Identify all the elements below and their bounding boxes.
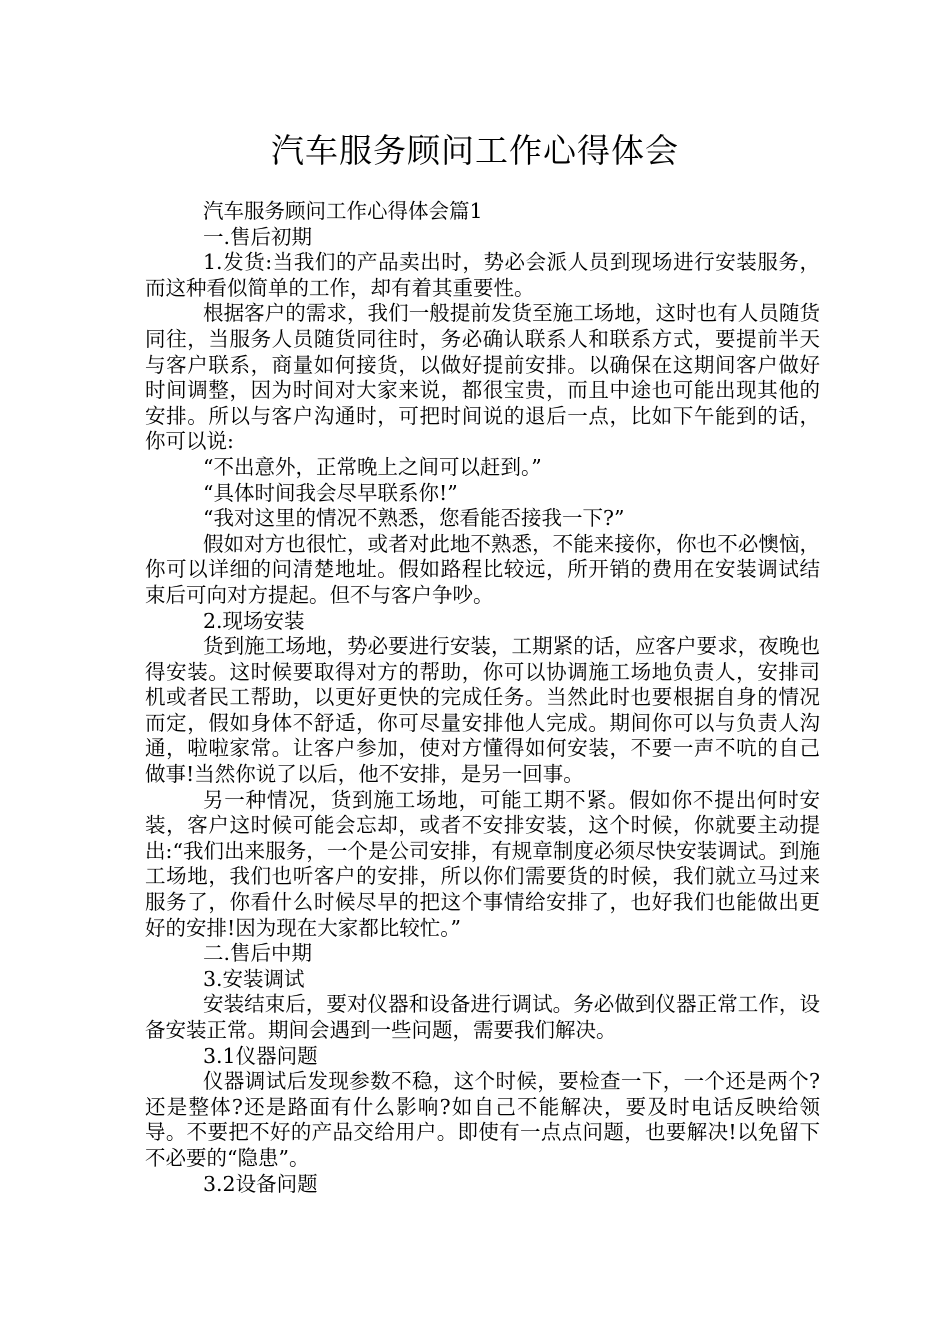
subsection-heading: 3.1仪器问题	[203, 1043, 318, 1068]
body-paragraph: 安装结束后，要对仪器和设备进行调试。务必做到仪器正常工作，设备安装正常。期间会遇到一些问题，需要我们解决。	[145, 992, 820, 1042]
subsection-heading: 一.售后初期	[203, 224, 313, 249]
quote-line: “具体时间我会尽早联系你!”	[203, 480, 458, 505]
subsection-heading: 3.安装调试	[203, 966, 305, 991]
quote-line: “不出意外，正常晚上之间可以赶到。”	[203, 454, 542, 479]
body-paragraph: 1.发货:当我们的产品卖出时，势必会派人员到现场进行安装服务，而这种看似简单的工作，却有着其重要性。	[145, 250, 820, 300]
document-title: 汽车服务顾问工作心得体会	[271, 131, 679, 170]
body-paragraph: 另一种情况，货到施工场地，可能工期不紧。假如你不提出何时安装，客户这时候可能会忘却，或者不安排安装，这个时候，你就要主动提出:“我们出来服务，一个是公司安排，有规章制度必须尽快安装调试。到施工场地，我们也听客户的安排，所以你们需要货的时候，我们就立马过来服务了，你看什么时候尽早的把这个事情给安排了，也好我们也能做出更好的安排!因为现在大家都比较忙。”	[145, 787, 820, 940]
section-heading: 汽车服务顾问工作心得体会篇1	[203, 199, 483, 223]
body-paragraph: 根据客户的需求，我们一般提前发货至施工场地，这时也有人员随货同往，当服务人员随货同往时，务必确认联系人和联系方式，要提前半天与客户联系，商量如何接货，以做好提前安排。以确保在这期间客户做好时间调整，因为时间对大家来说，都很宝贵，而且中途也可能出现其他的安排。所以与客户沟通时，可把时间说的退后一点，比如下午能到的话，你可以说:	[145, 301, 820, 454]
body-paragraph: 仪器调试后发现参数不稳，这个时候，要检查一下，一个还是两个?还是整体?还是路面有什么影响?如自己不能解决，要及时电话反映给领导。不要把不好的产品交给用户。即使有一点点问题，也要解决!以免留下不必要的“隐患”。	[145, 1069, 820, 1170]
quote-line: “我对这里的情况不熟悉，您看能否接我一下?”	[203, 506, 625, 531]
subsection-heading: 二.售后中期	[203, 941, 313, 966]
body-paragraph: 假如对方也很忙，或者对此地不熟悉，不能来接你，你也不必懊恼，你可以详细的问清楚地址。假如路程比较远，所开销的费用在安装调试结束后可向对方提起。但不与客户争吵。	[145, 531, 820, 607]
subsection-heading: 3.2设备问题	[203, 1171, 318, 1196]
subsection-heading: 2.现场安装	[203, 608, 305, 633]
body-paragraph: 货到施工场地，势必要进行安装，工期紧的话，应客户要求，夜晚也得安装。这时候要取得对方的帮助，你可以协调施工场地负责人，安排司机或者民工帮助，以更好更快的完成任务。当然此时也要根据自身的情况而定，假如身体不舒适，你可尽量安排他人完成。期间你可以与负责人沟通，啦啦家常。让客户参加，使对方懂得如何安装，不要一声不吭的自己做事!当然你说了以后，他不安排，是另一回事。	[145, 634, 820, 787]
document-body	[145, 199, 820, 1197]
